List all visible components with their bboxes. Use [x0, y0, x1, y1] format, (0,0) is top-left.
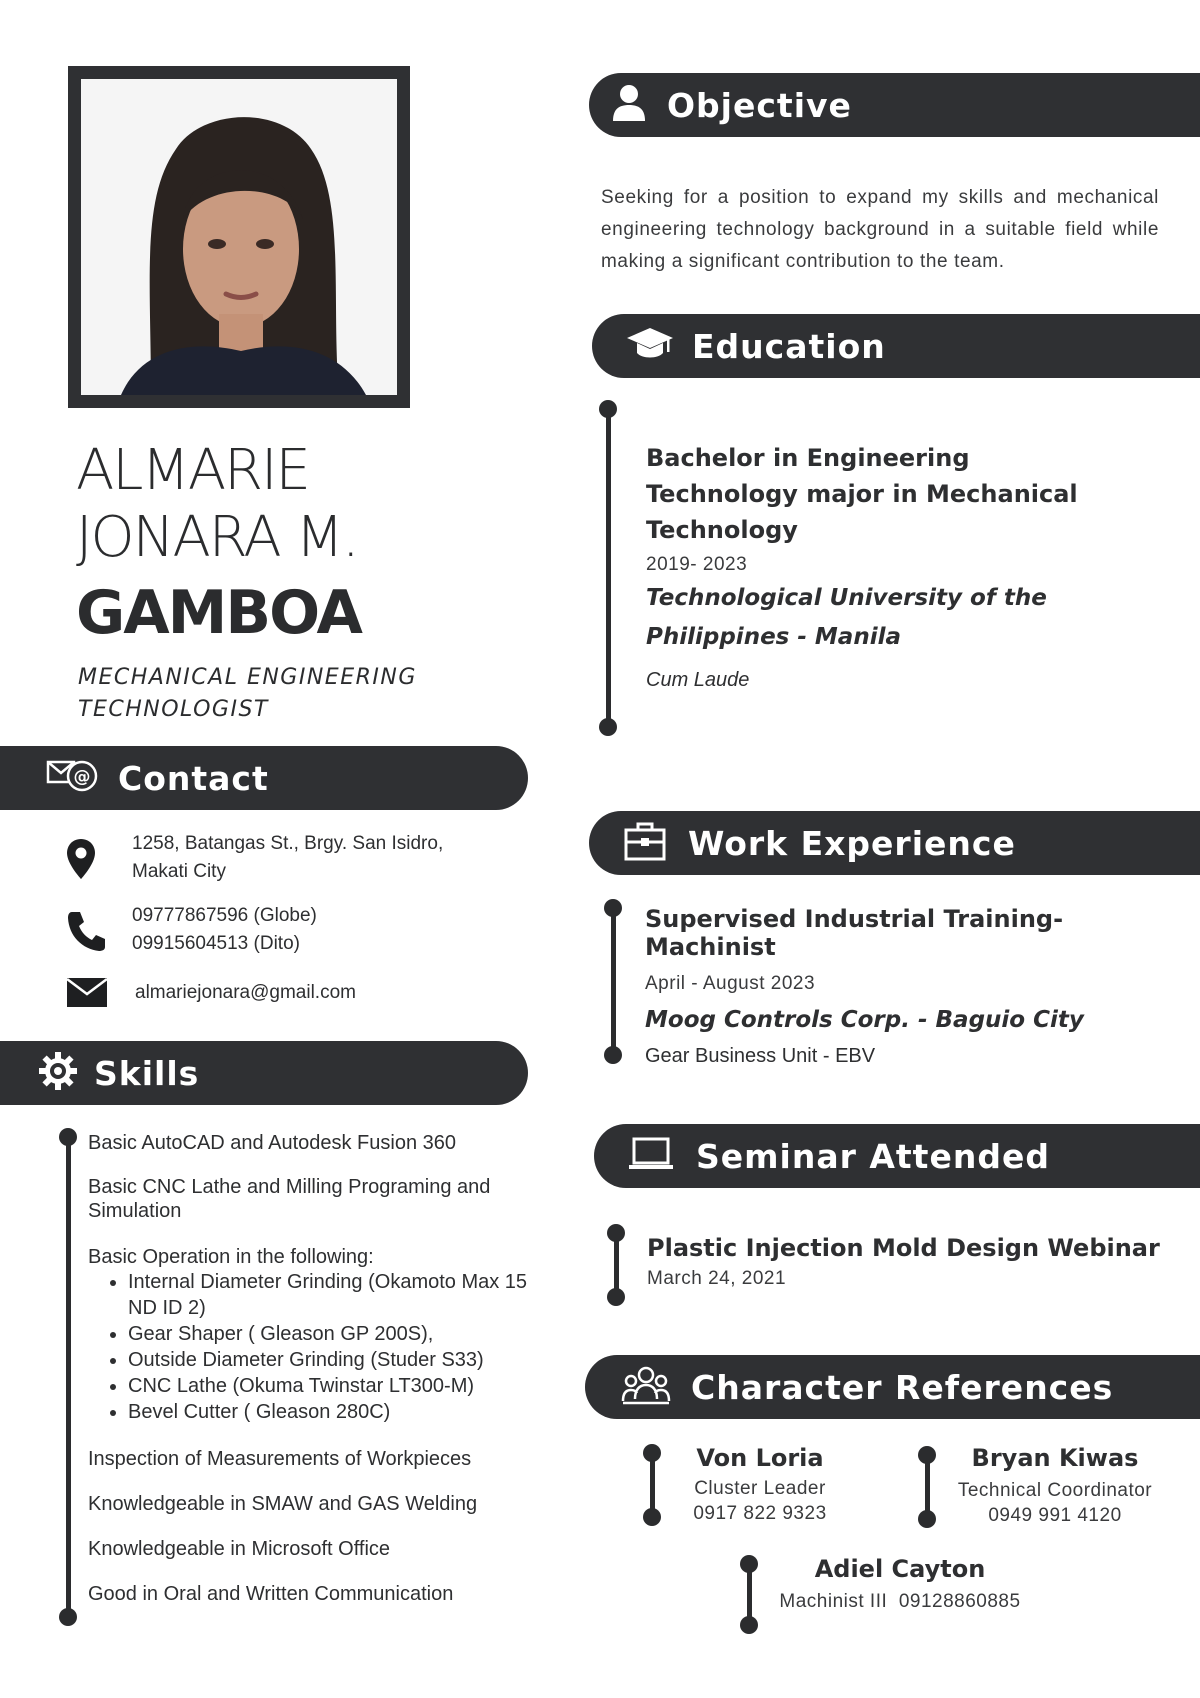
ref1-name: Von Loria — [696, 1444, 824, 1472]
degree-line3: Technology — [646, 516, 798, 544]
address — [132, 830, 443, 886]
degree-line2: Technology major in Mechanical — [646, 480, 1078, 508]
skills-timeline-start-dot — [59, 1128, 77, 1146]
skill-item: Inspection of Measurements of Workpieces — [88, 1448, 472, 1470]
email-link[interactable]: almariejonara@gmail.com — [135, 982, 356, 1003]
contact-at-icon — [46, 756, 102, 801]
job-title-line1: MECHANICAL ENGINEERING — [78, 665, 417, 690]
skill-item: Knowledgeable in SMAW and GAS Welding — [88, 1493, 478, 1515]
ref1-phone: 0917 822 9323 — [693, 1503, 827, 1524]
skill-item-line: Basic CNC Lathe and Milling Programing and — [88, 1176, 491, 1198]
graduation-cap-icon — [626, 326, 674, 367]
education-timeline-start-dot — [599, 400, 617, 418]
bullet-item: • Gear Shaper ( Gleason GP 200S), — [128, 1321, 558, 1347]
skill-item — [88, 1245, 558, 1425]
education-timeline-end-dot — [599, 718, 617, 736]
work-entry — [645, 905, 1195, 1068]
first-name-line2: JONARA M. — [76, 505, 358, 570]
work-period: April - August 2023 — [645, 973, 816, 994]
phone-dito: 09915604513 (Dito) — [132, 933, 300, 954]
ref2-phone: 0949 991 4120 — [988, 1505, 1122, 1526]
briefcase-icon — [624, 821, 666, 866]
profile-photo-frame — [68, 66, 410, 408]
work-timeline-start-dot — [604, 899, 622, 917]
school — [646, 579, 1166, 657]
address-line1: 1258, Batangas St., Brgy. San Isidro, — [132, 833, 444, 854]
reference-card-3 — [760, 1555, 1040, 1613]
work-unit: Gear Business Unit - EBV — [645, 1045, 876, 1067]
job-title-line2: TECHNOLOGIST — [78, 697, 269, 722]
reference-card-2 — [935, 1444, 1175, 1527]
degree-line1: Bachelor in Engineering — [646, 444, 970, 472]
degree — [646, 440, 1166, 548]
school-line2: Philippines - Manila — [646, 624, 901, 650]
work-timeline-end-dot — [604, 1046, 622, 1064]
reference-card-1 — [670, 1444, 850, 1525]
education-timeline-line — [606, 410, 611, 728]
skills-timeline-end-dot — [59, 1608, 77, 1626]
skill-item: Good in Oral and Written Communication — [88, 1583, 454, 1605]
ref3-name: Adiel Cayton — [814, 1555, 986, 1583]
people-icon — [621, 1365, 671, 1410]
skill-item — [88, 1175, 558, 1223]
last-name: GAMBOA — [76, 578, 361, 648]
gear-icon — [38, 1051, 78, 1096]
honor: Cum Laude — [646, 669, 750, 691]
seminar-timeline-end-dot — [607, 1288, 625, 1306]
skill-item: Basic AutoCAD and Autodesk Fusion 360 — [88, 1132, 457, 1154]
bullet-item: • Outside Diameter Grinding (Studer S33) — [128, 1347, 558, 1373]
ref2-timeline-start-dot — [918, 1446, 936, 1464]
skill-item-line: Simulation — [88, 1200, 182, 1222]
phone-icon — [66, 910, 106, 957]
work-timeline-line — [611, 908, 616, 1056]
work-company: Moog Controls Corp. - Baguio City — [645, 1007, 1084, 1033]
skill-item: Knowledgeable in Microsoft Office — [88, 1538, 391, 1560]
education-entry — [646, 440, 1166, 692]
bullet-item: • CNC Lathe (Okuma Twinstar LT300-M) — [128, 1373, 558, 1399]
svg-text:@: @ — [73, 766, 91, 787]
seminar-date: March 24, 2021 — [647, 1268, 787, 1289]
contact-header — [0, 746, 528, 810]
references-heading: Character References — [691, 1367, 1114, 1407]
education-years: 2019- 2023 — [646, 554, 748, 575]
ref3-timeline-end-dot — [740, 1616, 758, 1634]
first-name-line1: ALMARIE — [76, 438, 309, 503]
skills-heading: Skills — [94, 1053, 200, 1093]
skills-header — [0, 1041, 528, 1105]
ref1-timeline-start-dot — [643, 1444, 661, 1462]
bullet-item: • Internal Diameter Grinding (Okamoto Max 15 ND ID 2) — [128, 1269, 558, 1321]
work-header — [589, 811, 1200, 875]
seminar-entry — [647, 1234, 1197, 1290]
ref3-detail: Machinist III 09128860885 — [779, 1591, 1021, 1612]
ref3-timeline-start-dot — [740, 1555, 758, 1573]
school-line1: Technological University of the — [646, 585, 1047, 611]
education-header — [592, 314, 1200, 378]
skills-timeline-line — [66, 1136, 71, 1620]
operation-bullets — [88, 1269, 558, 1425]
ref1-role: Cluster Leader — [694, 1478, 826, 1499]
envelope-icon — [66, 976, 108, 1013]
contact-heading: Contact — [118, 758, 269, 798]
address-line2: Makati City — [132, 861, 226, 882]
education-heading: Education — [692, 326, 886, 366]
objective-text: Seeking for a position to expand my skills and mechanical engineering technology background in a suitable field while making a significant contribution to the team. — [601, 187, 1159, 272]
ref1-timeline-end-dot — [643, 1508, 661, 1526]
location-pin-icon — [66, 838, 96, 885]
seminar-title: Plastic Injection Mold Design Webinar — [647, 1234, 1160, 1262]
objective-heading: Objective — [667, 85, 852, 125]
laptop-icon — [628, 1137, 674, 1176]
phone-numbers — [132, 902, 317, 958]
objective-header — [589, 73, 1200, 137]
work-title: Supervised Industrial Training- Machinist — [645, 905, 1064, 961]
ref2-name: Bryan Kiwas — [971, 1444, 1139, 1472]
work-heading: Work Experience — [688, 823, 1016, 863]
ref2-timeline-end-dot — [918, 1510, 936, 1528]
seminar-heading: Seminar Attended — [696, 1136, 1050, 1176]
user-icon — [611, 84, 647, 127]
bullet-item: • Bevel Cutter ( Gleason 280C) — [128, 1399, 558, 1425]
profile-photo — [81, 79, 397, 395]
ref2-role: Technical Coordinator — [957, 1480, 1153, 1501]
skills-list — [88, 1131, 558, 1606]
references-header — [585, 1355, 1200, 1419]
phone-globe: 09777867596 (Globe) — [132, 905, 317, 926]
seminar-timeline-start-dot — [607, 1224, 625, 1242]
job-title — [78, 662, 498, 726]
seminar-header — [594, 1124, 1200, 1188]
skill-item-intro: Basic Operation in the following: — [88, 1246, 374, 1268]
